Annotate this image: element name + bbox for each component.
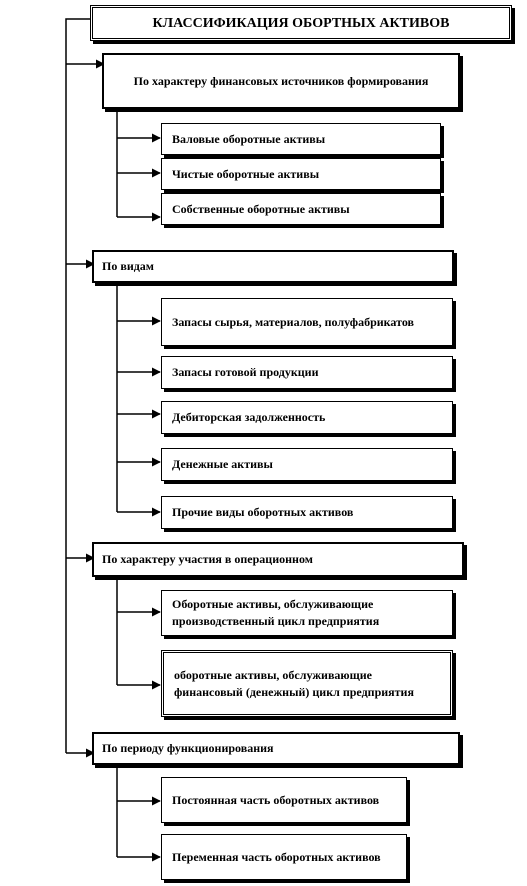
item-cash-assets: Денежные активы: [161, 448, 453, 481]
category-functioning-period: По периоду функционирования: [92, 732, 460, 765]
item-net-current-assets: Чистые оборотные активы: [161, 158, 441, 190]
item-raw-material-stocks: Запасы сырья, материалов, полуфабрикатов: [161, 298, 453, 346]
item-production-cycle-assets: Оборотные активы, обслуживающие производственный цикл предприятия: [161, 590, 453, 636]
item-variable-part: Переменная часть оборотных активов: [161, 834, 407, 880]
item-accounts-receivable: Дебиторская задолженность: [161, 401, 453, 434]
category-operational-participation: По характеру участия в операционном: [92, 542, 464, 577]
item-financial-cycle-assets: оборотные активы, обслуживающие финансовый (денежный) цикл предприятия: [161, 650, 453, 717]
item-finished-goods-stocks: Запасы готовой продукции: [161, 356, 453, 389]
diagram-title: КЛАССИФИКАЦИЯ ОБОРТНЫХ АКТИВОВ: [90, 5, 512, 41]
item-gross-current-assets: Валовые оборотные активы: [161, 123, 441, 155]
item-other-current-assets: Прочие виды оборотных активов: [161, 496, 453, 529]
category-by-type: По видам: [92, 250, 454, 283]
item-own-current-assets: Собственные оборотные активы: [161, 193, 441, 225]
item-permanent-part: Постоянная часть оборотных активов: [161, 777, 407, 823]
category-financing-sources: По характеру финансовых источников формирования: [102, 53, 460, 109]
